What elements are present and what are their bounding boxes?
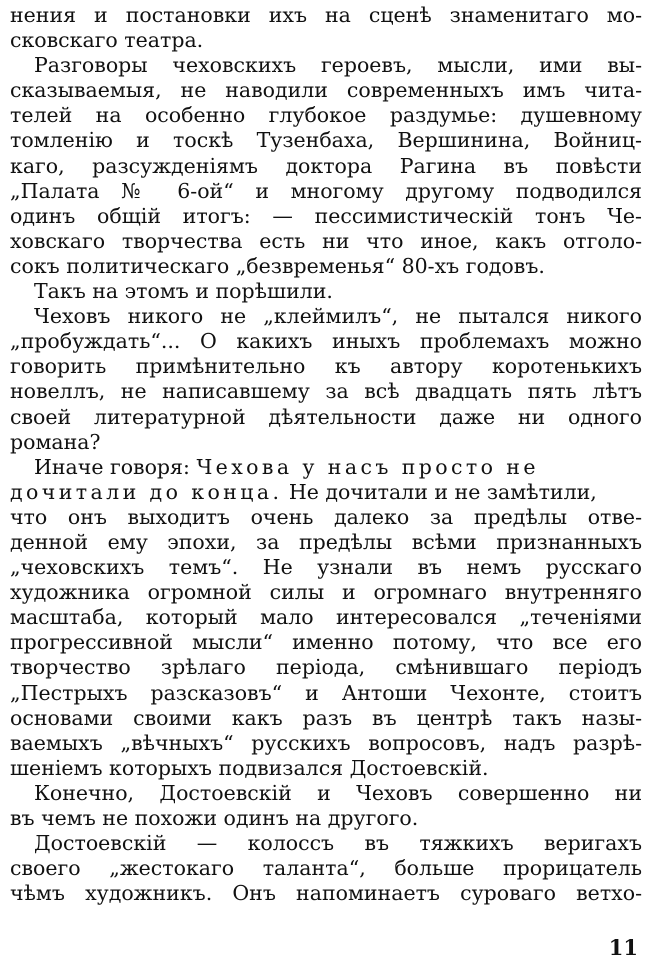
text-line: ваемыхъ „вѣчныхъ“ русскихъ вопросовъ, надъ разрѣ- [10,730,642,755]
text-line: основами своими какъ разъ въ центрѣ такъ назы- [10,705,642,730]
text-line: новеллъ, не написавшему за всѣ двадцать пять лѣтъ [10,379,642,404]
emphasis-spaced-text: Чехова у насъ просто не [196,454,539,479]
text-line: романа? [10,429,101,454]
text-line: въ чемъ не похожи одинъ на другого. [10,806,419,830]
text-line: говорить примѣнительно къ автору коротенькихъ [10,354,642,379]
text-line: телей на особенно глубокое раздумье: душевному [10,103,642,128]
text-line: чѣмъ художникъ. Онъ напоминаетъ суроваго ветхо- [10,881,642,906]
text-line: Конечно, Достоевскій и Чеховъ совершенно ни [34,780,642,805]
text-line: своей литературной дѣятельности даже ни одного [10,404,642,429]
text-line [10,455,642,480]
text-line [10,480,642,505]
text-line: каго, разсужденіямъ доктора Рагина въ повѣсти [10,153,642,178]
emphasis-spaced-text: дочитали до конца. [10,479,283,504]
text-line: Разговоры чеховскихъ героевъ, мысли, ими вы- [34,53,642,78]
text-line: сковскаго театра. [10,28,204,53]
text-line: „чеховскихъ темъ“. Не узнали въ немъ русскаго [10,555,642,580]
text-line: сказываемыя, не наводили современныхъ имъ чита- [10,78,642,103]
text-line: Достоевскій — колоссъ въ тяжкихъ веригахъ [34,831,642,856]
text-line: ховскаго творчества есть ни что иное, какъ отголо- [10,228,642,253]
text-line: „Палата № 6-ой“ и многому другому подводился [10,178,642,203]
text-line: Такъ на этомъ и порѣшили. [34,279,333,304]
body-text [10,3,642,906]
text-line: творчество зрѣлаго періода, смѣнившаго періодъ [10,655,642,680]
text-line: „пробуждать“... О какихъ иныхъ проблемахъ можно [10,329,642,354]
text-line: одинъ общій итогъ: — пессимистическій тонъ Че- [10,203,642,228]
text-line: томленію и тоскѣ Тузенбаха, Вершинина, Войниц- [10,128,642,153]
text-line: прогрессивной мысли“ именно потому, что все его [10,630,642,655]
page-number: 11 [608,935,638,960]
text-line: шеніемъ которыхъ подвизался Достоевскій. [10,755,489,780]
text-fragment: Не дочитали и не замѣтили, [288,479,597,504]
text-line: Чеховъ никого не „клеймилъ“, не пытался никого [34,304,642,329]
text-line: „Пестрыхъ разсказовъ“ и Антоши Чехонте, стоитъ [10,680,642,705]
text-line: своего „жестокаго таланта“, больше прорицатель [10,856,642,881]
text-line: нения и постановки ихъ на сценѣ знаменитаго мо- [10,3,642,27]
text-line: масштаба, который мало интересовался „теченіями [10,605,642,630]
text-line: что онъ выходитъ очень далеко за предѣлы отве- [10,504,642,529]
text-line: сокъ политическаго „безвременья“ 80-хъ годовъ. [10,253,545,278]
text-fragment: Иначе говоря: [34,454,190,479]
text-line: денной ему эпохи, за предѣлы всѣми признанныхъ [10,529,642,554]
text-line: художника огромной силы и огромнаго внутренняго [10,580,642,605]
